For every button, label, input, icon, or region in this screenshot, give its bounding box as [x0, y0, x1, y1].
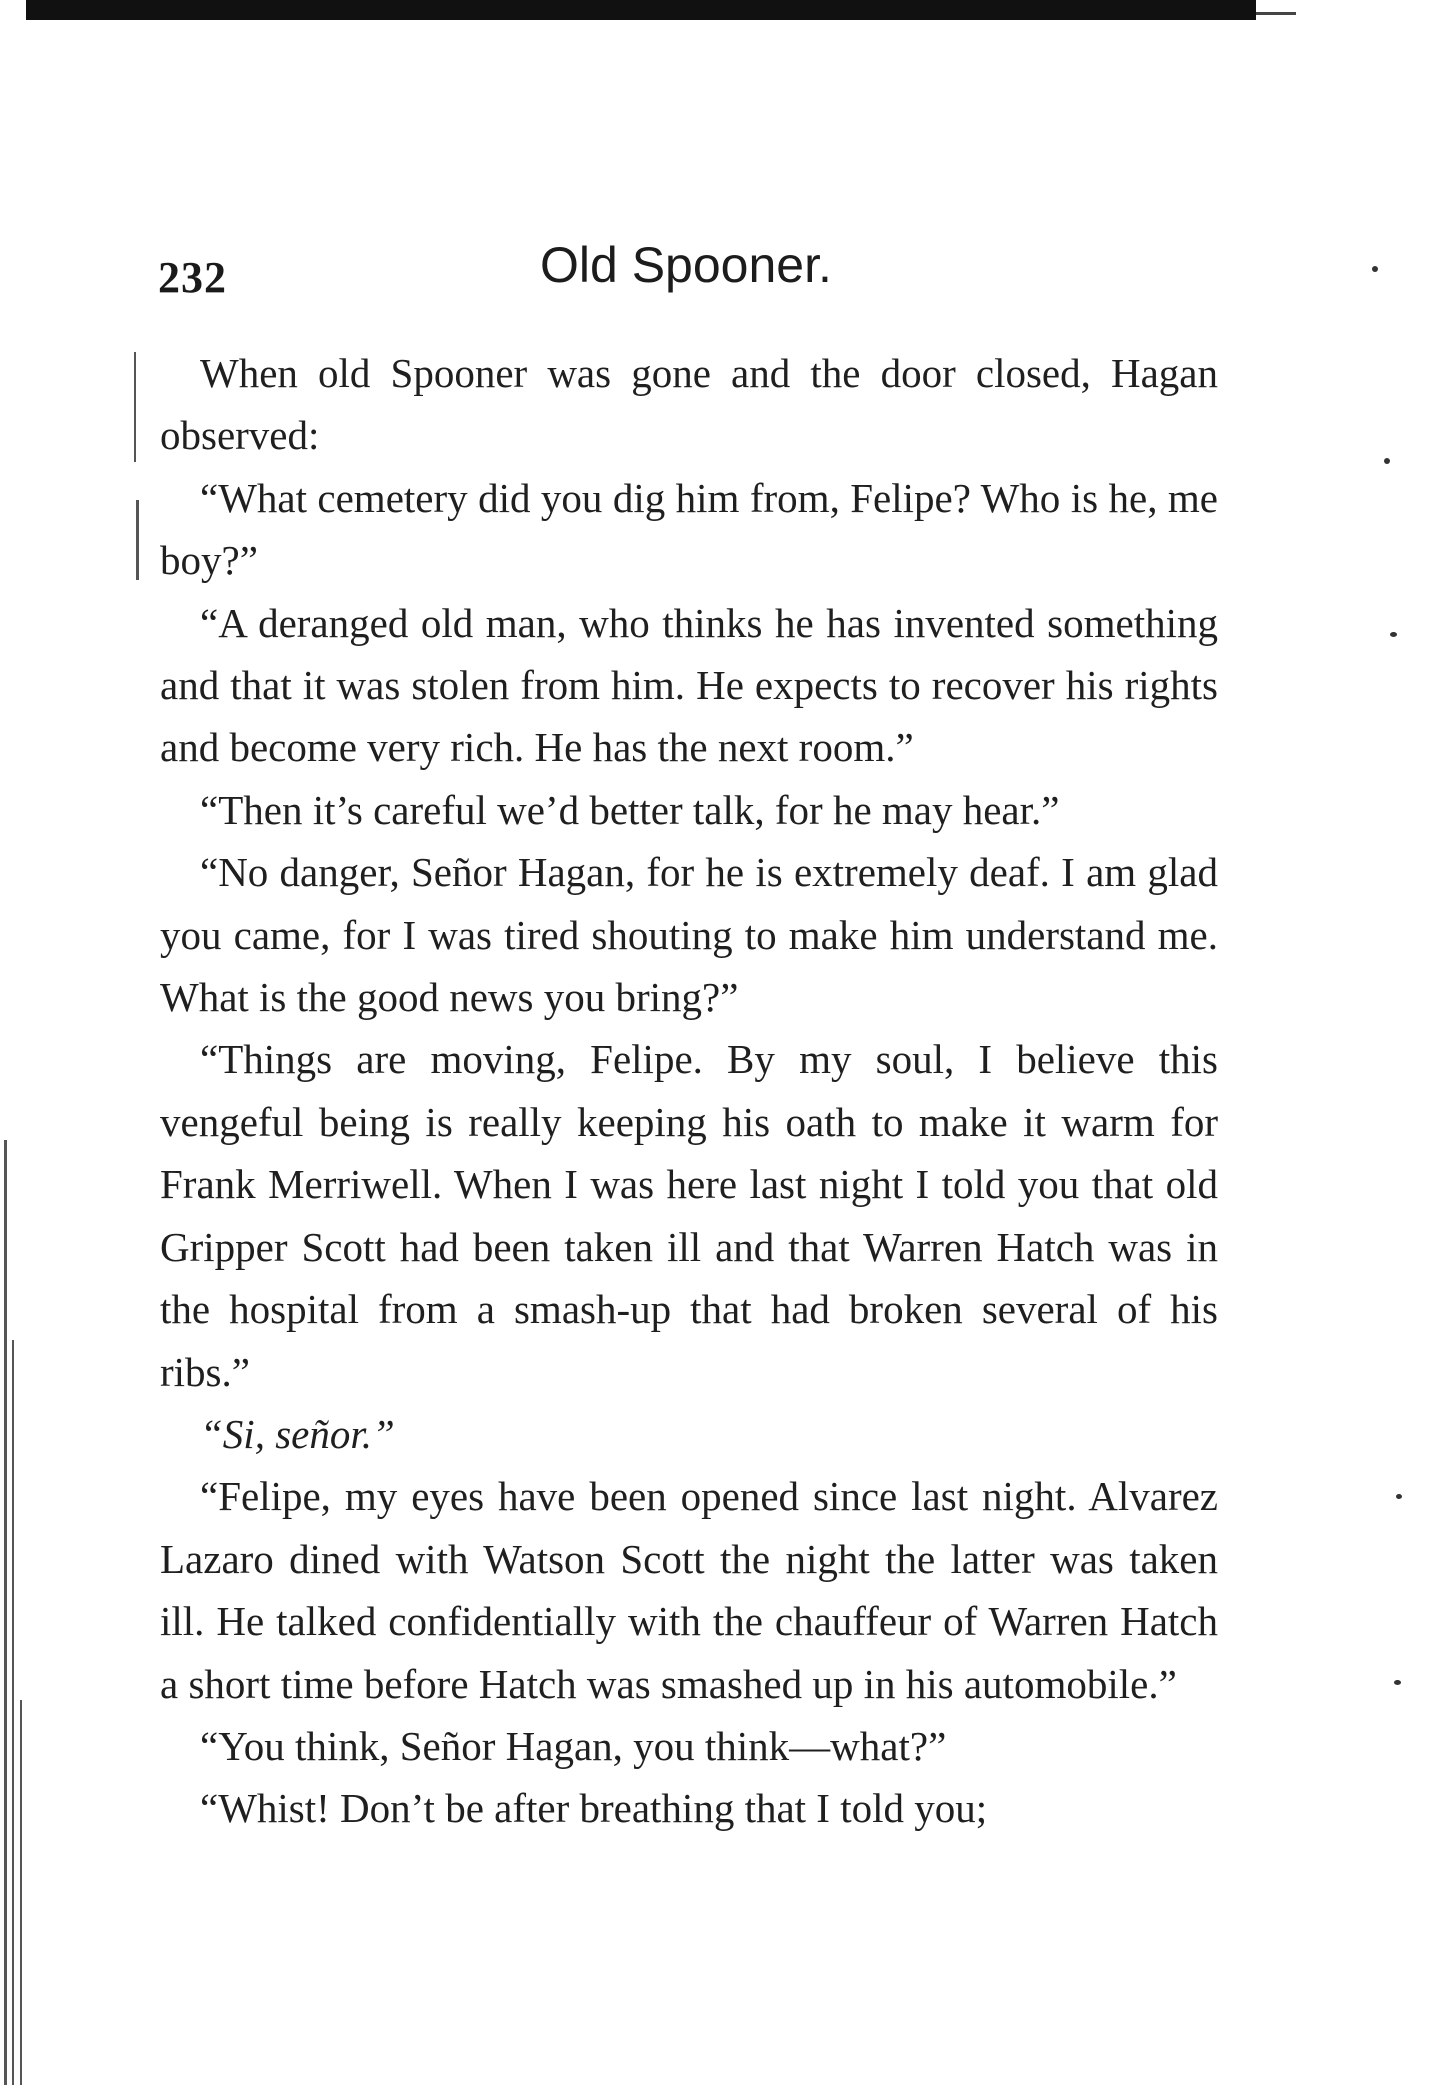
paragraph: “No danger, Señor Hagan, for he is extremely deaf. I am glad you came, for I was tired shouting to make him understand me. What is the good news you bring?”: [160, 849, 1218, 1021]
paragraph: “A deranged old man, who thinks he has invented something and that it was stolen from him. He expects to recover his rights and become very rich. He has the next room.”: [160, 599, 1218, 771]
page-header: [158, 236, 1218, 316]
paragraph-italic: “Si, señor.”: [200, 1410, 395, 1457]
page-number: 232: [158, 253, 227, 302]
paragraph: “What cemetery did you dig him from, Felipe? Who is he, me boy?”: [160, 474, 1218, 584]
print-speck: [1384, 458, 1390, 464]
paragraph: “Things are moving, Felipe. By my soul, I believe this vengeful being is really keeping his oath to make it warm for Frank Merriwell. When I was here last night I told you that old Gripper Scott had been taken ill and that Warren Hatch was in the hospital from a smash-up that had broken several of his ribs.”: [160, 1036, 1218, 1395]
paragraph: When old Spooner was gone and the door closed, Hagan observed:: [160, 350, 1218, 459]
print-speck: [1396, 1494, 1402, 1499]
running-head-title: Old Spooner.: [540, 237, 832, 293]
print-speck: [1394, 1680, 1401, 1685]
paragraph: “Felipe, my eyes have been opened since last night. Alvarez Lazaro dined with Watson Scott the night the latter was taken ill. He talked confidentially with the chauffeur of Warren Hatch a short time before Hatch was smashed up in his automobile.”: [160, 1473, 1218, 1707]
left-margin-edge: [4, 1140, 7, 2085]
left-margin-mark: [134, 352, 136, 462]
left-margin-edge: [12, 1340, 14, 2085]
top-border-rule: [26, 0, 1256, 20]
left-margin-edge: [20, 1700, 22, 2085]
print-speck: [1390, 632, 1397, 637]
left-margin-mark: [136, 500, 139, 580]
print-speck: [1372, 266, 1378, 272]
paragraph: “Whist! Don’t be after breathing that I told you;: [200, 1785, 988, 1832]
top-border-rule-tail: [1256, 12, 1296, 15]
paragraph: “You think, Señor Hagan, you think—what?”: [200, 1722, 947, 1769]
body-text: [160, 342, 1218, 1840]
paragraph: “Then it’s careful we’d better talk, for he may hear.”: [200, 786, 1060, 833]
